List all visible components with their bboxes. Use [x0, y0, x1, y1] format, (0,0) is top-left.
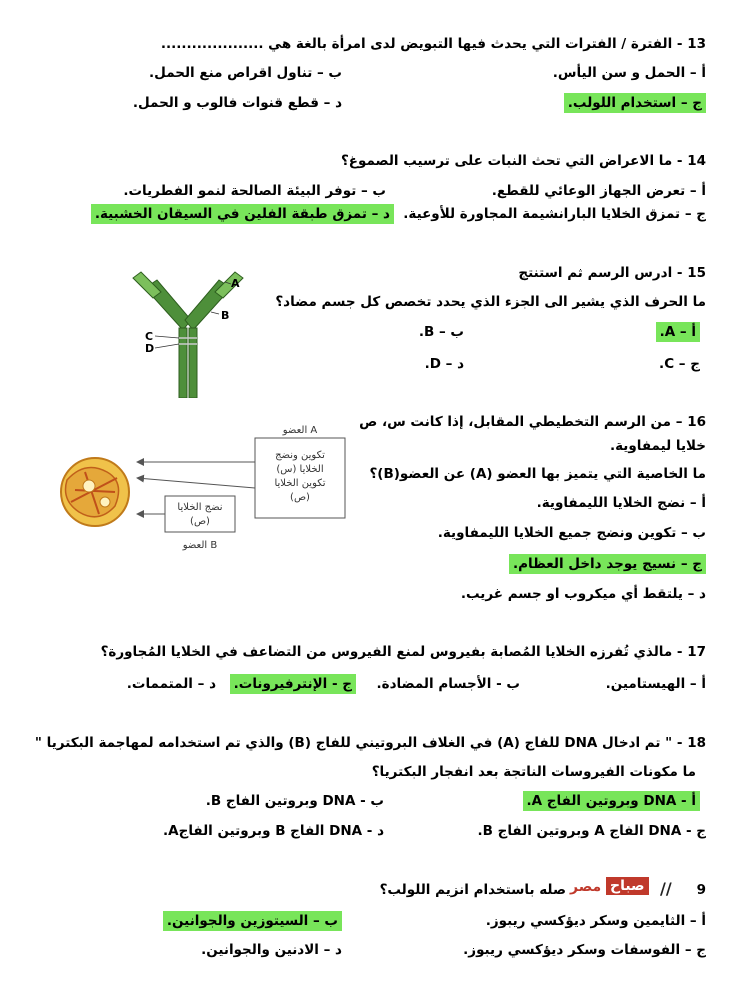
q14-option-a: أ – تعرض الجهاز الوعائي للقطع.	[491, 183, 706, 199]
antibody-label-a: A	[231, 277, 240, 290]
q19-option-a: أ – الثايمين وسكر ديؤكسي ريبوز.	[485, 913, 706, 929]
q17-option-a: أ – الهيستامين.	[605, 676, 706, 692]
q13-option-c: ج – استخدام اللولب.	[564, 93, 706, 113]
bone-marrow-image	[61, 458, 129, 526]
q15-question-2: ما الحرف الذي يشير الى الجزء الذي يحدد تخصص كل جسم مضاد؟	[275, 294, 706, 310]
organ-b-line-1: نضج الخلايا	[177, 502, 223, 513]
q17-option-d: د – المتممات.	[126, 676, 216, 692]
organ-a-line-3: تكوين الخلايا	[274, 478, 326, 489]
q14-question: 14 - ما الاعراض التي تحث النبات على ترسيب الصموغ؟	[340, 153, 706, 169]
q15-option-a: أ – A.	[656, 322, 700, 342]
antibody-label-b: B	[221, 309, 230, 322]
q14-option-b: ب – توفر البيئة الصالحة لنمو الفطريات.	[123, 183, 386, 199]
organ-a-line-2: الخلايا (س)	[276, 464, 324, 475]
organ-b-title: العضو B	[182, 540, 218, 551]
watermark-text-misr: مصر	[570, 879, 602, 895]
q18-option-d: د - DNA الفاج B وبروتين الفاجA.	[163, 823, 384, 839]
q19-option-c: ج – الفوسفات وسكر ديؤكسي ريبوز.	[463, 942, 706, 958]
q17-question: 17 - مالذي تُفرزه الخلايا المُصابة بفيروس لمنع الفيروس من التضاعف في الخلايا المُجاورة؟	[100, 644, 706, 660]
antibody-label-d: D	[145, 342, 155, 355]
watermark-text-sabah: صباح	[606, 877, 649, 895]
q19-option-d: د – الادنين والجوانين.	[201, 942, 342, 958]
organ-a-line-4: (ص)	[290, 492, 310, 503]
q13-option-d: د – قطع قنوات فالوب و الحمل.	[132, 95, 342, 111]
q19-number: 9	[696, 882, 706, 898]
q15-option-b: ب – B.	[418, 324, 464, 340]
q18-option-c: ج - DNA الفاج A وبروتين الفاج B.	[477, 823, 706, 839]
q19-question: صله باستخدام انزيم اللولب؟	[379, 882, 566, 898]
q16-question-1: 16 – من الرسم التخطيطي المقابل، إذا كانت س، ص	[359, 414, 706, 430]
q16-option-a: أ – نضج الخلايا الليمفاوية.	[536, 495, 706, 511]
q15-option-c: ج – C.	[659, 356, 700, 372]
q13-option-b: ب – تناول اقراص منع الحمل.	[149, 65, 342, 81]
q16-option-c: ج – نسيج يوجد داخل العظام.	[509, 554, 706, 574]
q14-option-c: ج – تمزق الخلايا البارانشيمة المجاورة للأوعية.	[403, 206, 706, 222]
lymph-organ-diagram	[55, 420, 355, 560]
q17-option-b: ب - الأجسام المضادة.	[376, 676, 520, 692]
q16-option-d: د – يلتقط أي ميكروب او جسم غريب.	[460, 586, 706, 602]
q16-question-2: خلايا ليمفاوية.	[609, 438, 706, 454]
antibody-diagram	[125, 268, 255, 398]
q15-option-d: د – D.	[424, 356, 464, 372]
q16-question-3: ما الخاصية التي يتميز بها العضو (A) عن العضو(B)؟	[369, 466, 706, 482]
q13-question: 13 - الفترة / الفترات التي يحدث فيها التبويض لدى امرأة بالغة هي ....................	[160, 36, 706, 52]
organ-b-line-2: (ص)	[190, 516, 210, 527]
q15-question-1: 15 - ادرس الرسم ثم استنتج	[518, 265, 706, 281]
antibody-label-c: C	[145, 330, 154, 343]
q14-option-d: د – تمزق طبقة الفلين في السيقان الخشبية.	[91, 204, 394, 224]
q18-question-2: ما مكونات الفيروسات الناتجة بعد انفجار البكتريا؟	[371, 764, 696, 780]
organ-a-title: العضو A	[282, 425, 318, 436]
q16-option-b: ب – تكوين ونضج جميع الخلايا الليمفاوية.	[437, 525, 706, 541]
q13-option-a: أ – الحمل و سن اليأس.	[552, 65, 706, 81]
organ-a-line-1: تكوين ونضج	[275, 450, 325, 461]
q18-question-1: 18 - " تم ادخال DNA للفاج (A) في الغلاف البروتيني للفاج (B) والذي تم استخدامه لمهاجمة البكتريا "	[34, 735, 706, 751]
q19-option-b: ب – السيتوزين والجوانين.	[163, 911, 342, 931]
q18-option-a: أ - DNA وبروتين الفاج A.	[523, 791, 700, 811]
watermark-slashes: //	[660, 879, 672, 898]
watermark-logo	[570, 877, 690, 903]
q17-option-c: ج - الإنترفيرونات.	[230, 674, 356, 694]
q18-option-b: ب - DNA وبروتين الفاج B.	[205, 793, 384, 809]
